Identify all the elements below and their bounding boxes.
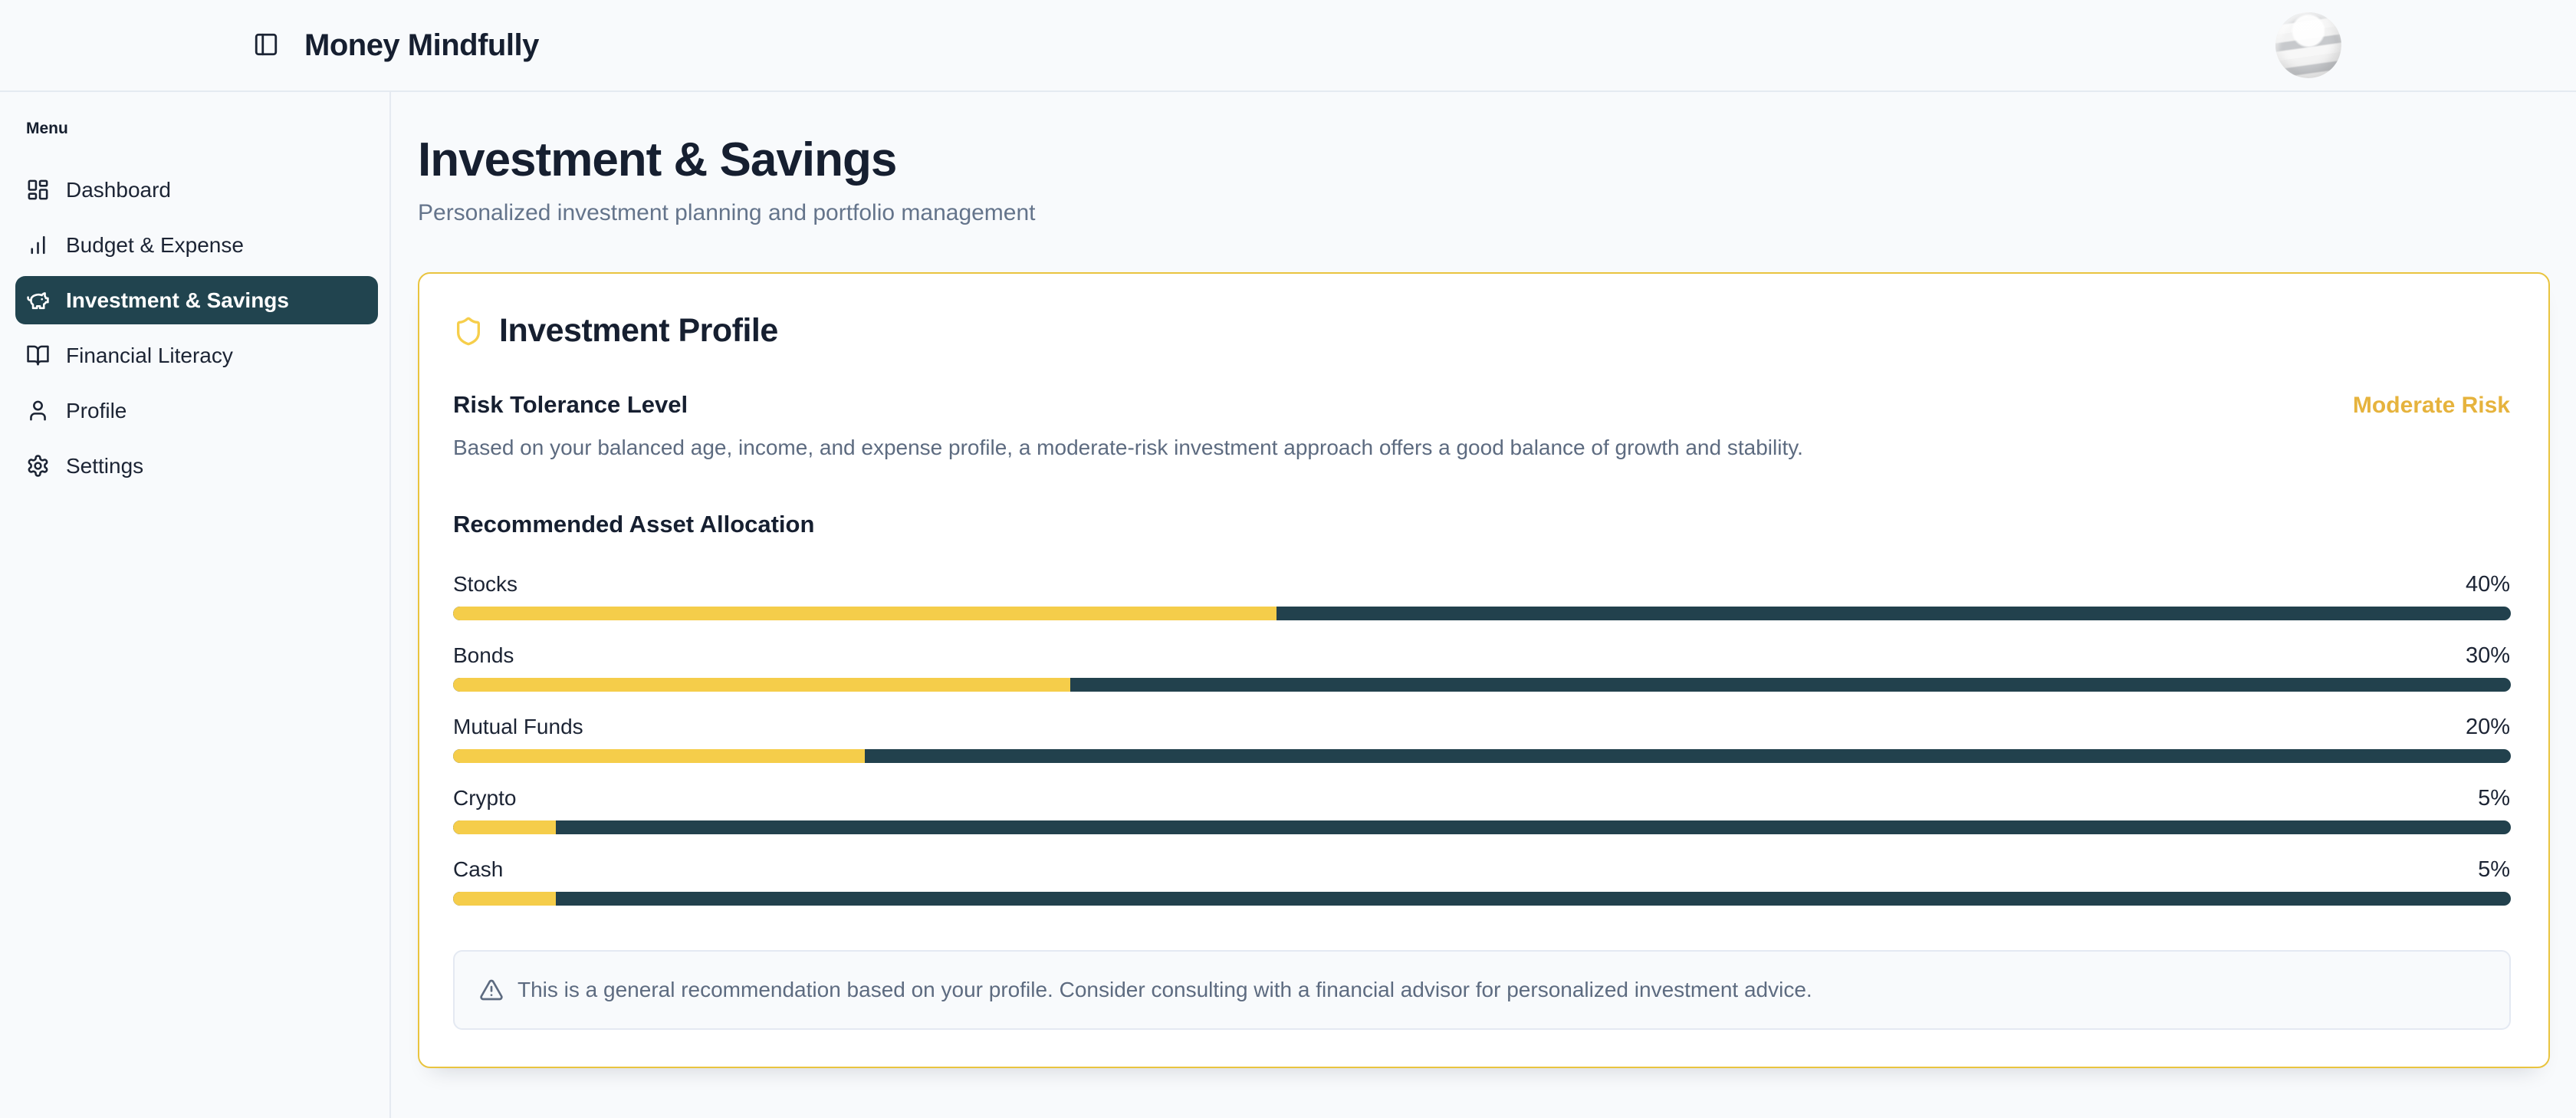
sidebar-item-label: Profile	[66, 398, 127, 423]
sidebar-item-settings[interactable]	[15, 442, 378, 490]
piggy-bank-icon	[26, 288, 50, 312]
book-open-icon	[26, 344, 50, 367]
allocation-row-header	[453, 643, 2510, 669]
allocation-row-header	[453, 572, 2510, 597]
shield-icon	[453, 316, 484, 347]
app-header	[0, 0, 2576, 92]
allocation-bar-fill	[453, 607, 1276, 620]
main-content	[391, 92, 2576, 1118]
page-subtitle: Personalized investment planning and portfolio management	[418, 200, 1036, 226]
allocation-percent: 30%	[2465, 643, 2510, 669]
panel-left-icon	[253, 31, 279, 60]
risk-row	[453, 391, 2510, 419]
disclaimer-text: This is a general recommendation based on your profile. Consider consulting with a financial advisor for personalized investment advice.	[518, 978, 1812, 1002]
allocation-percent: 5%	[2478, 857, 2510, 883]
allocation-row-mutual-funds	[453, 715, 2510, 763]
sidebar-section-label: Menu	[26, 120, 68, 137]
allocation-label: Cash	[453, 857, 504, 882]
allocation-row-cash	[453, 857, 2510, 906]
allocation-bar-track	[453, 820, 2511, 834]
sidebar-item-label: Financial Literacy	[66, 343, 233, 367]
dashboard-icon	[26, 178, 50, 202]
sidebar-item-financial-literacy[interactable]	[15, 331, 378, 380]
app-title: Money Mindfully	[304, 28, 539, 62]
sidebar-item-label: Dashboard	[66, 177, 171, 202]
sidebar	[0, 92, 391, 1118]
allocation-row-crypto	[453, 786, 2510, 834]
allocation-bar-fill	[453, 749, 865, 763]
allocation-bar-track	[453, 678, 2511, 692]
gear-icon	[26, 454, 50, 478]
user-icon	[26, 399, 50, 423]
card-header	[453, 312, 2510, 350]
sidebar-item-label: Investment & Savings	[66, 288, 289, 312]
sidebar-nav	[0, 166, 389, 490]
allocation-percent: 5%	[2478, 786, 2510, 811]
allocation-row-header	[453, 715, 2510, 740]
allocation-row-header	[453, 786, 2510, 811]
sidebar-item-budget-expense[interactable]	[15, 221, 378, 269]
sidebar-item-label: Budget & Expense	[66, 232, 244, 257]
sidebar-item-investment-savings[interactable]	[15, 276, 378, 324]
allocation-bar-fill	[453, 892, 556, 906]
allocation-heading: Recommended Asset Allocation	[453, 511, 815, 538]
risk-heading: Risk Tolerance Level	[453, 391, 688, 419]
allocation-percent: 20%	[2465, 715, 2510, 740]
allocation-bar-fill	[453, 820, 556, 834]
sidebar-item-profile[interactable]	[15, 386, 378, 435]
card-title: Investment Profile	[499, 312, 778, 350]
allocation-label: Bonds	[453, 643, 514, 668]
allocation-label: Crypto	[453, 786, 517, 811]
risk-level-badge: Moderate Risk	[2352, 393, 2510, 419]
app-layout	[0, 92, 2576, 1118]
allocation-percent: 40%	[2465, 572, 2510, 597]
allocation-row-stocks	[453, 572, 2510, 620]
sidebar-item-label: Settings	[66, 453, 144, 478]
allocation-bar-track	[453, 892, 2511, 906]
allocation-row-bonds	[453, 643, 2510, 692]
allocation-bar-fill	[453, 678, 1070, 692]
disclaimer-note	[453, 950, 2511, 1030]
sidebar-item-dashboard[interactable]	[15, 166, 378, 214]
allocation-label: Mutual Funds	[453, 715, 583, 739]
avatar[interactable]	[2275, 12, 2341, 78]
warning-icon	[479, 978, 504, 1002]
allocation-label: Stocks	[453, 572, 518, 597]
allocation-row-header	[453, 857, 2510, 883]
risk-description: Based on your balanced age, income, and expense profile, a moderate-risk investment approach offers a good balance of growth and stability.	[453, 436, 1803, 460]
page-title: Investment & Savings	[418, 133, 897, 186]
sidebar-toggle-button[interactable]	[249, 28, 283, 62]
allocation-bar-track	[453, 749, 2511, 763]
bar-chart-icon	[26, 233, 50, 257]
investment-profile-card	[418, 272, 2550, 1068]
allocation-bar-track	[453, 607, 2511, 620]
